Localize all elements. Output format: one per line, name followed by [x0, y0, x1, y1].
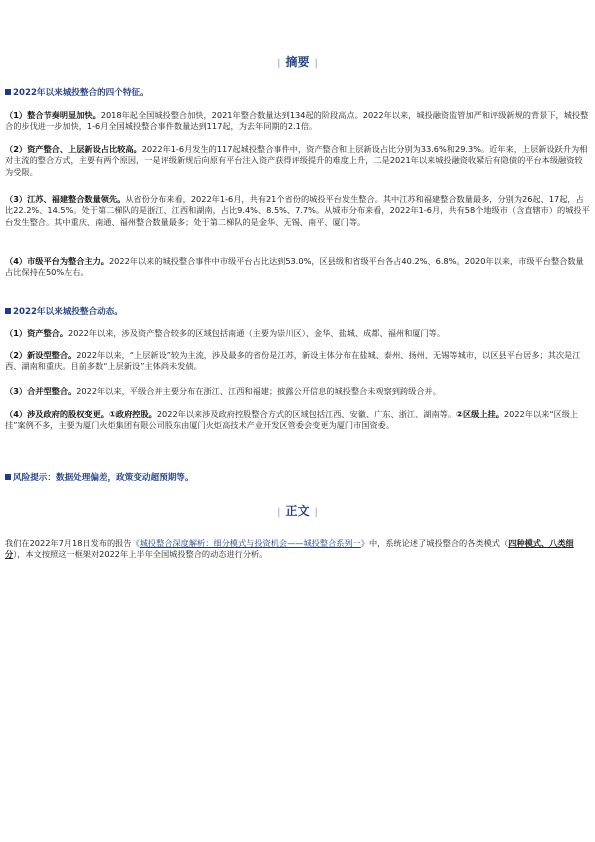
s1p2-text: 2022年1-6月发生的117起城投整合事件中，资产整合和上层新设占比分别为33.6%和29.3%。近年来，上层新设跃升为相对主流的整合方式，主要有两个原因，一是评级新规后向原有平台注入资产获得评级提升的难度上升，二是2021年以来城投融资收紧后有隐债的平台本级融资较为受限。	[5, 144, 588, 177]
title-bar-right: |	[314, 58, 318, 69]
s1p3-text: 从省份分布来看，2022年1-6月，共有21个省份的城投平台发生整合。其中江苏和福建整合数量最多，分别为26起、17起，占比22.2%、14.5%。处于第二梯队的是浙江、江西和湖南，占比9.4%、8.5%、7.7%。从城市分布来看，2022年1-6月，共有58个地级市（含直辖市）的城投平台发生整合。其中重庆、南通、福州整合数量最多；处于第二梯队的是金华、无锡、南平、厦门等。	[5, 194, 590, 227]
s2p1-lead: （1）资产整合。	[5, 328, 69, 338]
risk-heading-text: 风险提示：数据处理偏差，政策变动超预期等。	[13, 473, 194, 483]
s2-paragraph-2	[5, 350, 590, 373]
s2p4-text: 2022年以来涉及政府控股整合方式的区域包括江西、安徽、广东、浙江、湖南等。	[156, 409, 457, 419]
square-bullet-icon	[5, 308, 11, 314]
s2p4-lead: （4）涉及政府的股权变更。①政府控股。	[5, 409, 157, 419]
square-bullet-icon	[5, 89, 11, 95]
title-bar-left: |	[277, 507, 281, 518]
s1p1-text: 2018年起全国城投整合加快，2021年整合数量达到134起的阶段高点。2022年以来，城投融资监管加严和评级新规的背景下，城投整合的步伐进一步加快，1-6月全国城投整合事件数量达到117起，为去年同期的2.1倍。	[5, 110, 589, 132]
body-text-post: ），本文按照这一框架对2022年上半年全国城投整合的动态进行分析。	[13, 549, 268, 560]
section1-heading-text: 2022年以来城投整合的四个特征。	[13, 88, 149, 98]
s2-paragraph-1	[5, 328, 590, 339]
s1-paragraph-3	[5, 194, 590, 228]
s1-paragraph-2	[5, 144, 590, 178]
body-text-pre: 我们在2022年7月18日发布的报告《	[5, 538, 140, 548]
section1-heading	[5, 86, 590, 98]
s1-paragraph-4	[5, 256, 590, 279]
s2p4-lead2: ②区级上挂。	[456, 409, 504, 419]
body-text-mid: 》中，系统论述了城投整合的各类模式（	[360, 538, 509, 548]
summary-title	[0, 53, 595, 70]
s2p3-lead: （3）合并型整合。	[5, 386, 77, 396]
s1p4-lead: （4）市级平台为整合主力。	[5, 256, 109, 266]
title-bar-right: |	[314, 507, 318, 518]
summary-title-text: 摘要	[285, 55, 310, 69]
section2-heading	[5, 305, 590, 317]
body-title-text: 正文	[285, 504, 310, 518]
section2-heading-text: 2022年以来城投整合动态。	[13, 307, 123, 317]
s1p4-text: 2022年以来的城投整合事件中市级平台占比达到53.0%，区县级和省级平台各占40.2%、6.8%。2020年以来，市级平台整合数量占比保持在50%左右。	[5, 256, 584, 278]
s2p4-text2: 2022年以来“区级上挂”案例不多，主要为厦门火炬集团有限公司股东由厦门火炬高技术产业开发区管委会变更为厦门市国资委。	[5, 409, 579, 431]
framework-underline: 四种模式、八类细分	[5, 538, 574, 560]
report-link[interactable]: 城投整合深度解析：细分模式与投资机会——城投整合系列一	[139, 538, 361, 548]
body-paragraph	[5, 538, 590, 561]
s1-paragraph-1	[5, 110, 590, 133]
s2-paragraph-3	[5, 386, 590, 397]
risk-heading	[5, 471, 590, 483]
s2-paragraph-4	[5, 409, 590, 432]
s2p3-text: 2022年以来，平级合并主要分布在浙江、江西和福建；披露公开信息的城投整合未观察到跨级合并。	[76, 386, 441, 396]
s2p1-text: 2022年以来，涉及资产整合较多的区域包括南通（主要为崇川区）、金华、盐城、成都、福州和厦门等。	[68, 328, 446, 338]
s1p1-lead: （1）整合节奏明显加快。	[5, 110, 101, 120]
s1p2-lead: （2）资产整合、上层新设占比较高。	[5, 144, 142, 154]
body-title	[0, 502, 595, 519]
title-bar-left: |	[277, 58, 281, 69]
s2p2-lead: （2）新设型整合。	[5, 350, 77, 360]
s1p3-lead: （3）江苏、福建整合数量领先。	[5, 194, 126, 204]
square-bullet-icon	[5, 474, 11, 480]
s2p2-text: 2022年以来，“上层新设”较为主流，涉及最多的省份是江苏，新设主体分布在盐城、泰州、扬州、无锡等城市，以区县平台居多；其次是江西、湖南和重庆。目前多数“上层新设”主体尚未发债。	[5, 350, 581, 372]
